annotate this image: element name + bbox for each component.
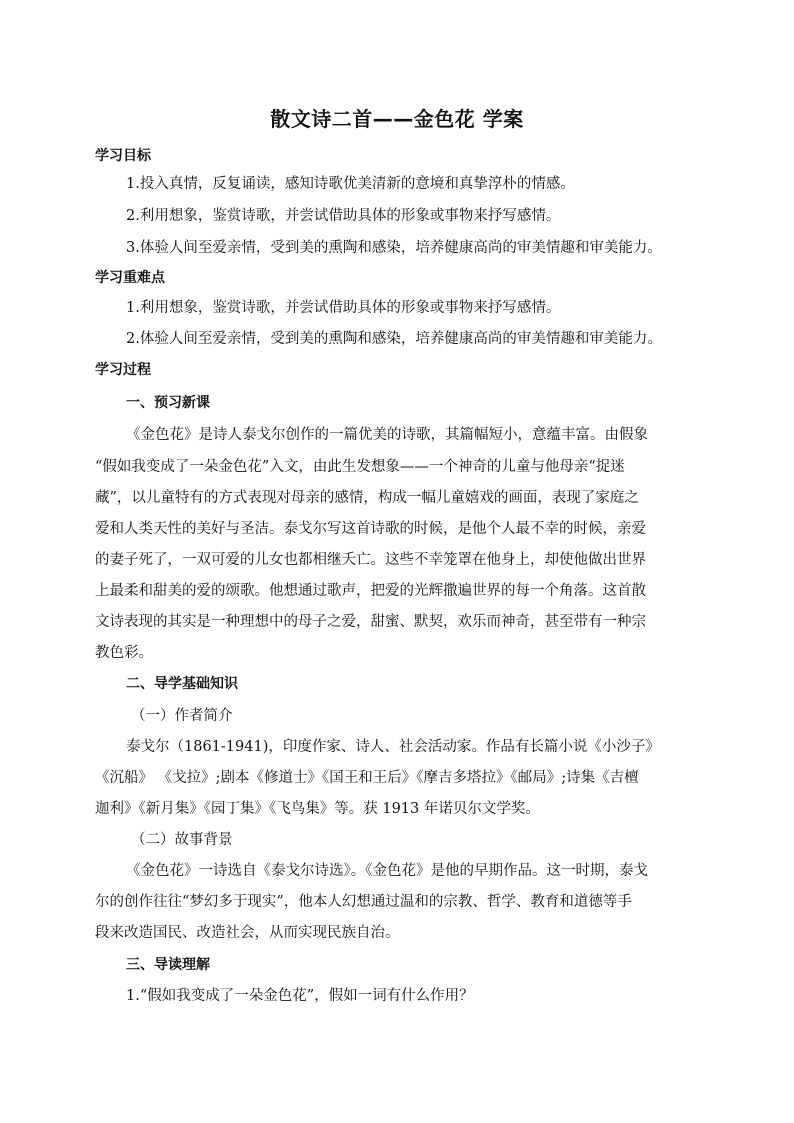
goal-item-3: 3.体验人间至爱亲情，受到美的熏陶和感染，培养健康高尚的审美情趣和审美能力。 [126, 240, 662, 256]
preview-line-7: 文诗表现的其实是一种理想中的母子之爱，甜蜜、默契，欢乐而神奇，甚至带有一种宗 [95, 614, 646, 630]
author-line-1: 泰戈尔（1861-1941)，印度作家、诗人、社会活动家。作品有长篇小说《小沙子》 [126, 739, 660, 755]
author-line-3: 迦利》《新月集》《园丁集》《飞鸟集》等。获 1913 年诺贝尔文学奖。 [95, 801, 540, 817]
preview-line-6: 上最柔和甜美的爱的颂歌。他想通过歌声，把爱的光辉撒遍世界的每一个角落。这首散 [95, 583, 646, 599]
goal-item-2: 2.利用想象，鉴赏诗歌，并尝试借助具体的形象或事物来抒写感情。 [126, 208, 561, 224]
preview-line-3: 藏”，以儿童特有的方式表现对母亲的感情，构成一幅儿童嬉戏的画面，表现了家庭之 [95, 490, 639, 506]
preview-line-2: “假如我变成了一朵金色花”入文，由此生发想象——一个神奇的儿童与他母亲“捉迷 [95, 459, 625, 475]
question-1: 1.“假如我变成了一朵金色花”，假如一词有什么作用？ [126, 988, 474, 1004]
preview-line-1: 《金色花》是诗人泰戈尔创作的一篇优美的诗歌，其篇幅短小，意蕴丰富。由假象 [126, 427, 648, 443]
key-point-2: 2.体验人间至爱亲情，受到美的熏陶和感染，培养健康高尚的审美情趣和审美能力。 [126, 331, 662, 347]
goal-item-1: 1.投入真情，反复诵读，感知诗歌优美清新的意境和真挚淳朴的情感。 [126, 176, 575, 192]
goals-heading: 学习目标 [95, 148, 151, 164]
author-line-2: 《沉船》 《戈拉》;剧本《修道士》《国王和王后》《摩吉多塔拉》《邮局》;诗集《吉檀 [95, 770, 639, 786]
preview-heading: 一、预习新课 [126, 395, 210, 411]
preview-line-5: 的妻子死了，一双可爱的儿女也都相继夭亡。这些不幸笼罩在他身上，却使他做出世界 [95, 552, 646, 568]
background-line-1: 《金色花》一诗选自《泰戈尔诗选》。《金色花》是他的早期作品。这一时期，泰戈 [126, 863, 648, 879]
background-heading: （二）故事背景 [131, 832, 233, 848]
key-point-1: 1.利用想象，鉴赏诗歌，并尝试借助具体的形象或事物来抒写感情。 [126, 300, 561, 316]
background-line-2: 尔的创作往往“梦幻多于现实”，他本人幻想通过温和的宗教、哲学、教育和道德等手 [95, 894, 632, 910]
basics-heading: 二、导学基础知识 [126, 676, 238, 692]
preview-line-8: 教色彩。 [95, 645, 153, 661]
process-heading: 学习过程 [95, 362, 151, 378]
key-points-heading: 学习重难点 [95, 270, 165, 286]
author-heading: （一）作者简介 [131, 708, 233, 724]
preview-line-4: 爱和人类天性的美好与圣洁。泰戈尔写这首诗歌的时候，是他个人最不幸的时候，亲爱 [95, 521, 646, 537]
document-title: 散文诗二首——金色花 学案 [270, 107, 524, 131]
reading-heading: 三、导读理解 [126, 957, 210, 973]
background-line-3: 段来改造国民、改造社会，从而实现民族自治。 [95, 925, 400, 941]
